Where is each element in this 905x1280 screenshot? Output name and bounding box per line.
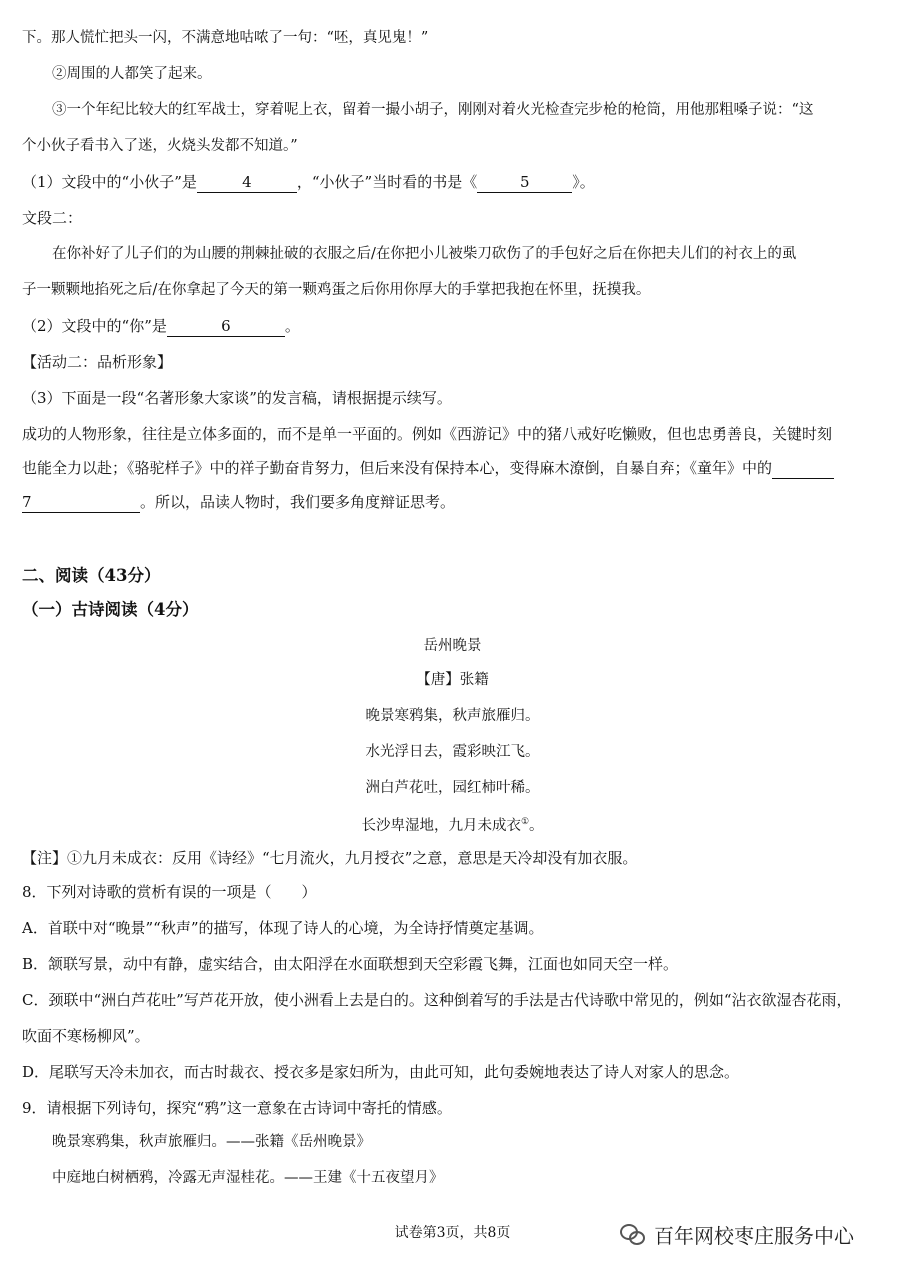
q3-line-4 [22,492,455,513]
section-2-title: 二、阅读（43分） [22,566,161,585]
poem-line-4-text: 长沙卑湿地，九月未成衣 [361,817,521,834]
passage-two-line-2: 子一颗颗地掐死之后/在你拿起了今天的第一颗鸡蛋之后你用你厚大的手掌把我抱在怀里，抚摸我。 [22,282,651,298]
activity-2-heading: 【活动二：品析形象】 [22,353,173,371]
passage-two-label: 文段二： [22,209,83,227]
q8-option-b[interactable]: B．颔联写景，动中有静，虚实结合，由太阳浮在水面联想到天空彩霞飞舞，江面也如同天空一样。 [22,955,679,973]
q9-quote-1: 晚景寒鸦集，秋声旅雁归。——张籍《岳州晚景》 [52,1134,371,1150]
q1-suffix: 》。 [572,173,595,191]
poem-line-3: 洲白芦花吐，园红柿叶稀。 [365,780,540,796]
q3-line-4-suffix: 。所以，品读人物时，我们要多角度辩证思考。 [140,493,456,511]
watermark [620,1220,854,1249]
poem-line-4 [0,812,905,836]
passage-two-line-1: 在你补好了儿子们的为山腰的荆棘扯破的衣服之后/在你把小儿被柴刀砍伤了的手包好之后在你把夫儿们的衬衣上的虱 [52,246,797,262]
q1-prefix: （1）文段中的“小伙子”是 [22,173,197,191]
poem-footnote-mark: ① [520,817,530,827]
watermark-text: 百年网校枣庄服务中心 [654,1224,854,1248]
q2-suffix: 。 [284,317,300,335]
q8-option-d[interactable]: D．尾联写天冷未加衣，而古时裁衣、授衣多是家妇所为，由此可知，此句委婉地表达了诗人对家人的思念。 [22,1063,740,1081]
q2-blank[interactable]: 6 [167,316,285,337]
poem-title: 岳州晚景 [423,638,482,654]
q8-option-a[interactable]: A．首联中对“晚景”“秋声”的描写，体现了诗人的心境，为全诗抒情奠定基调。 [22,919,544,937]
q3-line-3 [22,458,834,479]
q3-line-2: 成功的人物形象，往往是立体多面的，而不是单一平面的。例如《西游记》中的猪八戒好吃懒败，但也忠勇善良，关键时刻 [22,425,833,443]
poem-author: 【唐】张籍 [416,672,489,688]
poem-line-1: 晚景寒鸦集，秋声旅雁归。 [365,708,540,724]
q9-stem: 9．请根据下列诗句，探究“鸦”这一意象在古诗词中寄托的情感。 [22,1099,452,1117]
q1-blank-2[interactable]: 5 [477,172,572,193]
passage-one-line-3: ③一个年纪比较大的红军战士，穿着呢上衣，留着一撮小胡子，刚刚对着火光检查完步枪的枪筒，用他那粗嗓子说：“这 [52,102,814,118]
section-2-sub: （一）古诗阅读（4分） [22,600,199,619]
question-2 [22,316,300,337]
poem-line-4-end: 。 [529,817,544,834]
passage-one-line-4: 个小伙子看书入了迷，火烧头发都不知道。” [22,138,298,154]
q9-quote-2: 中庭地白树栖鸦，冷露无声湿桂花。——王建《十五夜望月》 [52,1170,444,1186]
q3-blank-tail[interactable] [772,458,834,479]
poem-note: 【注】①九月未成衣：反用《诗经》“七月流火，九月授衣”之意，意思是天冷却没有加衣服。 [22,849,638,867]
passage-one-line-2: ②周围的人都笑了起来。 [52,66,212,82]
q8-option-c-line-1[interactable]: C．颈联中“洲白芦花吐”写芦花开放，使小洲看上去是白的。这种倒着写的手法是古代诗歌中常见的，例如“沾衣欲湿杏花雨， [22,991,852,1009]
poem-line-2: 水光浮日去，霞彩映江飞。 [365,744,540,760]
q2-prefix: （2）文段中的“你”是 [22,317,167,335]
question-1 [22,172,595,193]
q1-middle: ，“小伙子”当时看的书是《 [296,173,478,191]
q1-blank-1[interactable]: 4 [197,172,297,193]
q8-option-c-line-2: 吹面不寒杨柳风”。 [22,1027,150,1045]
wechat-icon [620,1224,646,1246]
q3-blank[interactable]: 7 [22,492,140,513]
page-footer: 试卷第3页，共8页 [394,1225,511,1241]
q3-line-1: （3）下面是一段“名著形象大家谈”的发言稿，请根据提示续写。 [22,389,452,407]
passage-one-line-1: 下。那人慌忙把头一闪，不满意地咕哝了一句：“呸，真见鬼！” [22,30,429,46]
q3-line-3-text: 也能全力以赴；《骆驼样子》中的祥子勤奋肯努力，但后来没有保持本心，变得麻木潦倒，自暴自弃；《童年》中的 [22,459,773,477]
q8-stem: 8．下列对诗歌的赏析有误的一项是（ ） [22,883,317,901]
